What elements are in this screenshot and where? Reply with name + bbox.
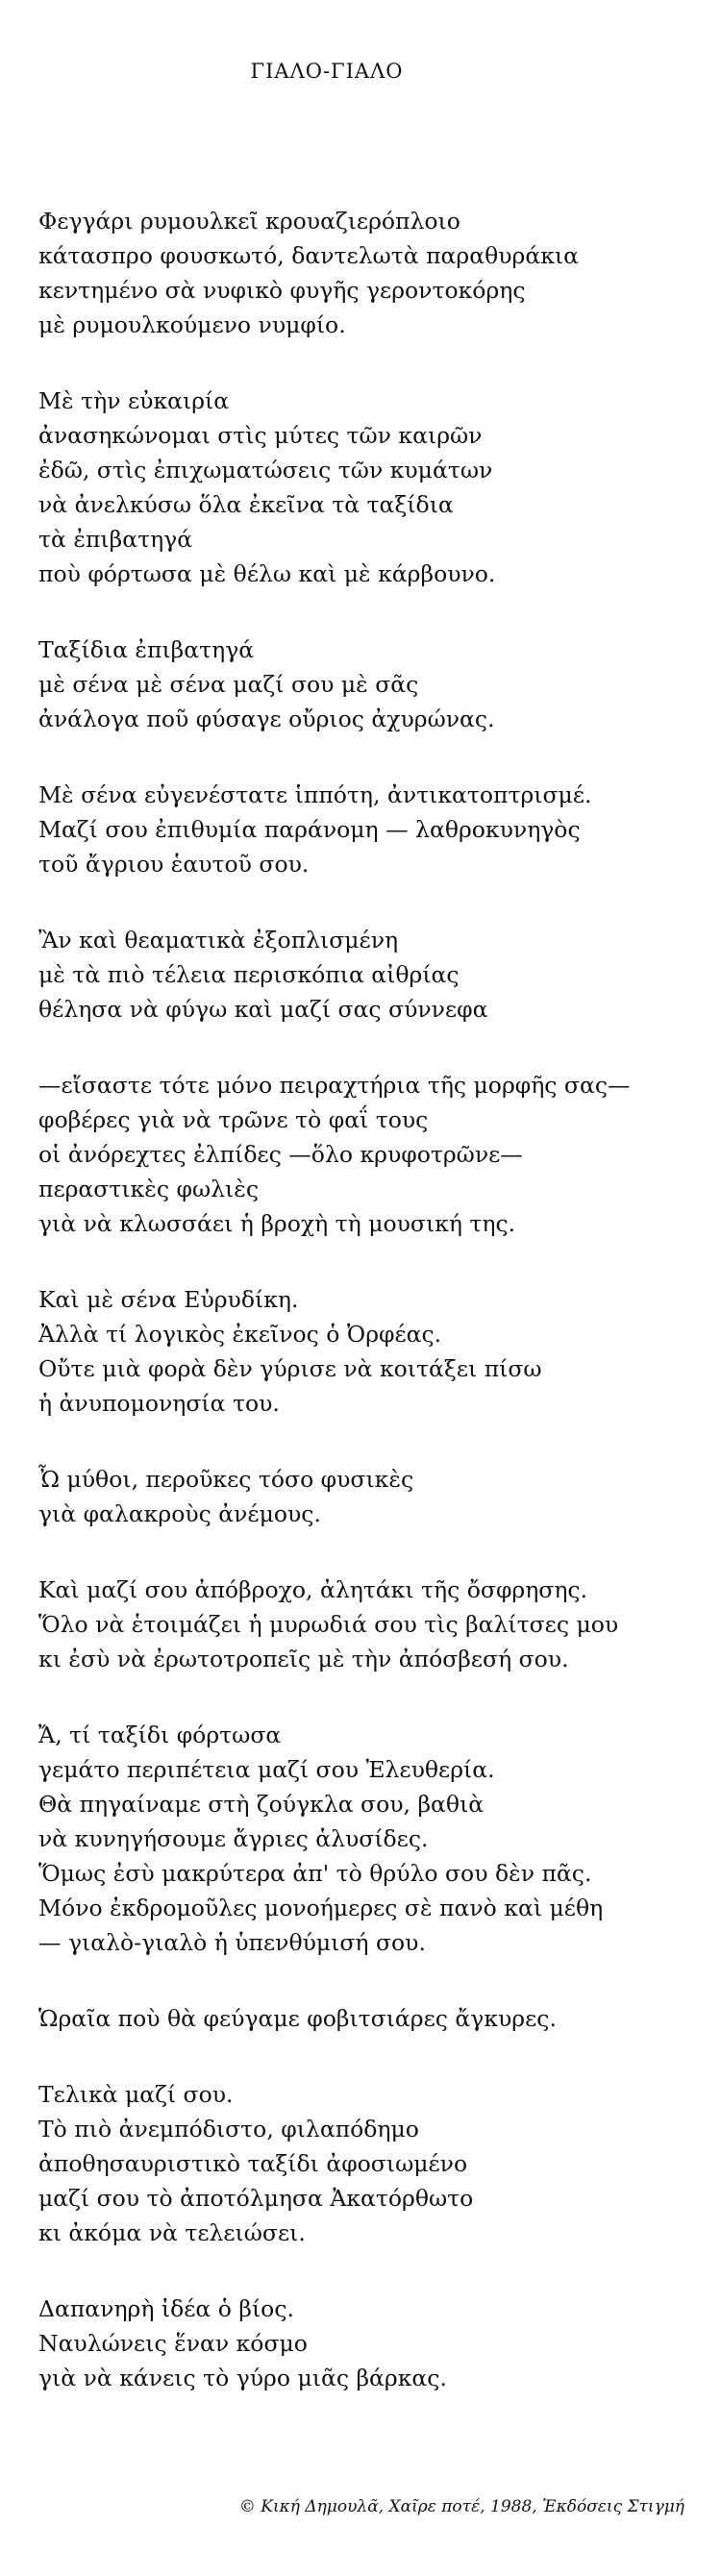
poem-line: μαζί σου τὸ ἀποτόλμησα Ἀκατόρθωτο [38,2185,474,2212]
poem-line: κεντημένο σὰ νυφικὸ φυγῆς γεροντοκόρης [38,277,526,304]
poem-line: νὰ ἀνελκύσω ὅλα ἐκεῖνα τὰ ταξίδια [38,491,454,518]
stanza [38,2001,711,2036]
poem-line: ἐδῶ, στὶς ἐπιχωματώσεις τῶν κυμάτων [38,457,493,483]
stanza [38,923,711,1027]
poem-line: Μὲ τὴν εὐκαιρία [38,387,230,414]
poem-line: ἀνασηκώνομαι στὶς μύτες τῶν καιρῶν [38,422,483,449]
poem-line: Ὡραῖα ποὺ θὰ φεύγαμε φοβιτσιάρες ἄγκυρες. [38,2005,557,2032]
poem-line: γιὰ φαλακροὺς ἀνέμους. [38,1500,321,1527]
poem-title: ΓΙΑΛΟ-ΓΙΑΛΟ [250,60,404,83]
poem-body [38,204,711,2437]
poem-line: κι ἐσὺ νὰ ἐρωτοτροπεῖς μὲ τὴν ἀπόσβεσή σου. [38,1646,569,1672]
poem-line: τὰ ἐπιβατηγά [38,526,193,553]
stanza [38,1573,711,1676]
poem-line: τοῦ ἄγριου ἑαυτοῦ σου. [38,851,310,878]
poem-line: Καὶ μαζί σου ἀπόβροχο, ἀλητάκι τῆς ὄσφρησης. [38,1576,588,1603]
poem-line: Ἄ, τί ταξίδι φόρτωσα [38,1721,282,1748]
stanza [38,1718,711,1960]
poem-line: Δαπανηρὴ ἰδέα ὁ βίος. [38,2295,294,2322]
stanza [38,1068,711,1241]
poem-line: Ναυλώνεις ἕναν κόσμο [38,2330,308,2357]
stanza [38,1282,711,1421]
stanza [38,778,711,881]
stanza [38,632,711,736]
stanza [38,204,711,342]
stanza [38,2077,711,2250]
poem-line: ἀνάλογα ποῦ φύσαγε οὔριος ἀχυρώνας. [38,706,495,732]
poem-line: μὲ ρυμουλκούμενο νυμφίο. [38,311,346,338]
poem-line: γεμάτο περιπέτεια μαζί σου Ἐλευθερία. [38,1756,495,1783]
poem-line: φοβέρες γιὰ νὰ τρῶνε τὸ φαΐ τους [38,1106,429,1133]
poem-line: Τελικὰ μαζί σου. [38,2081,234,2108]
poem-line: — γιαλὸ-γιαλὸ ἡ ὑπενθύμισή σου. [38,1929,426,1956]
poem-line: γιὰ νὰ κάνεις τὸ γύρο μιᾶς βάρκας. [38,2365,447,2391]
poem-line: Τὸ πιὸ ἀνεμπόδιστο, φιλαπόδημο [38,2116,419,2143]
poem-line: Ὦ μύθοι, περοῦκες τόσο φυσικὲς [38,1466,414,1493]
poem-line: Ταξίδια ἐπιβατηγά [38,636,255,663]
poem-line: περαστικὲς φωλιὲς [38,1176,259,1202]
stanza [38,2291,711,2395]
poem-line: κι ἀκόμα νὰ τελειώσει. [38,2219,306,2246]
poem-line: —εἴσαστε τότε μόνο πειραχτήρια τῆς μορφῆς σας— [38,1072,631,1099]
poem-line: Φεγγάρι ρυμουλκεῖ κρουαζιερόπλοιο [38,208,460,235]
poem-line: Ἀλλὰ τί λογικὸς ἐκεῖνος ὁ Ὀρφέας. [38,1321,442,1348]
poem-line: Ἂν καὶ θεαματικὰ ἐξοπλισμένη [38,927,399,954]
poem-line: ποὺ φόρτωσα μὲ θέλω καὶ μὲ κάρβουνο. [38,560,496,587]
poem-line: Καὶ μὲ σένα Εὐρυδίκη. [38,1286,299,1313]
poem-line: μὲ σένα μὲ σένα μαζί σου μὲ σᾶς [38,671,419,698]
poem-line: ἀποθησαυριστικὸ ταξίδι ἀφοσιωμένο [38,2150,468,2177]
poem-line: Μὲ σένα εὐγενέστατε ἱππότη, ἀντικατοπτρισμέ. [38,781,592,808]
poem-line: Ὅμως ἐσὺ μακρύτερα ἀπ' τὸ θρύλο σου δὲν πᾶς. [38,1860,592,1887]
poem-line: οἱ ἀνόρεχτες ἐλπίδες —ὅλο κρυφοτρῶνε— [38,1141,523,1168]
poem-line: Οὔτε μιὰ φορὰ δὲν γύρισε νὰ κοιτάξει πίσω [38,1355,542,1382]
poem-line: θέλησα νὰ φύγω καὶ μαζί σας σύννεφα [38,996,488,1023]
poem-line: κάτασπρο φουσκωτό, δαντελωτὰ παραθυράκια [38,242,579,269]
copyright-footer: © Κική Δημουλᾶ, Χαῖρε ποτέ, 1988, Ἐκδόσεις Στιγμή [238,2497,684,2516]
stanza [38,384,711,591]
poem-line: Μαζί σου ἐπιθυμία παράνομη — λαθροκυνηγὸς [38,816,581,843]
poem-line: Μόνο ἐκδρομοῦλες μονοήμερες σὲ πανὸ καὶ μέθη [38,1895,604,1921]
poem-line: μὲ τὰ πιὸ τέλεια περισκόπια αἰθρίας [38,961,460,988]
poem-line: νὰ κυνηγήσουμε ἄγριες ἁλυσίδες. [38,1825,429,1852]
poem-line: Ὅλο νὰ ἑτοιμάζει ἡ μυρωδιά σου τὶς βαλίτσες μου [38,1611,619,1638]
poem-line: ἡ ἀνυπομονησία του. [38,1390,280,1417]
stanza [38,1462,711,1531]
poem-line: γιὰ νὰ κλωσσάει ἡ βροχὴ τὴ μουσική της. [38,1210,516,1237]
poem-line: Θὰ πηγαίναμε στὴ ζούγκλα σου, βαθιὰ [38,1791,485,1818]
